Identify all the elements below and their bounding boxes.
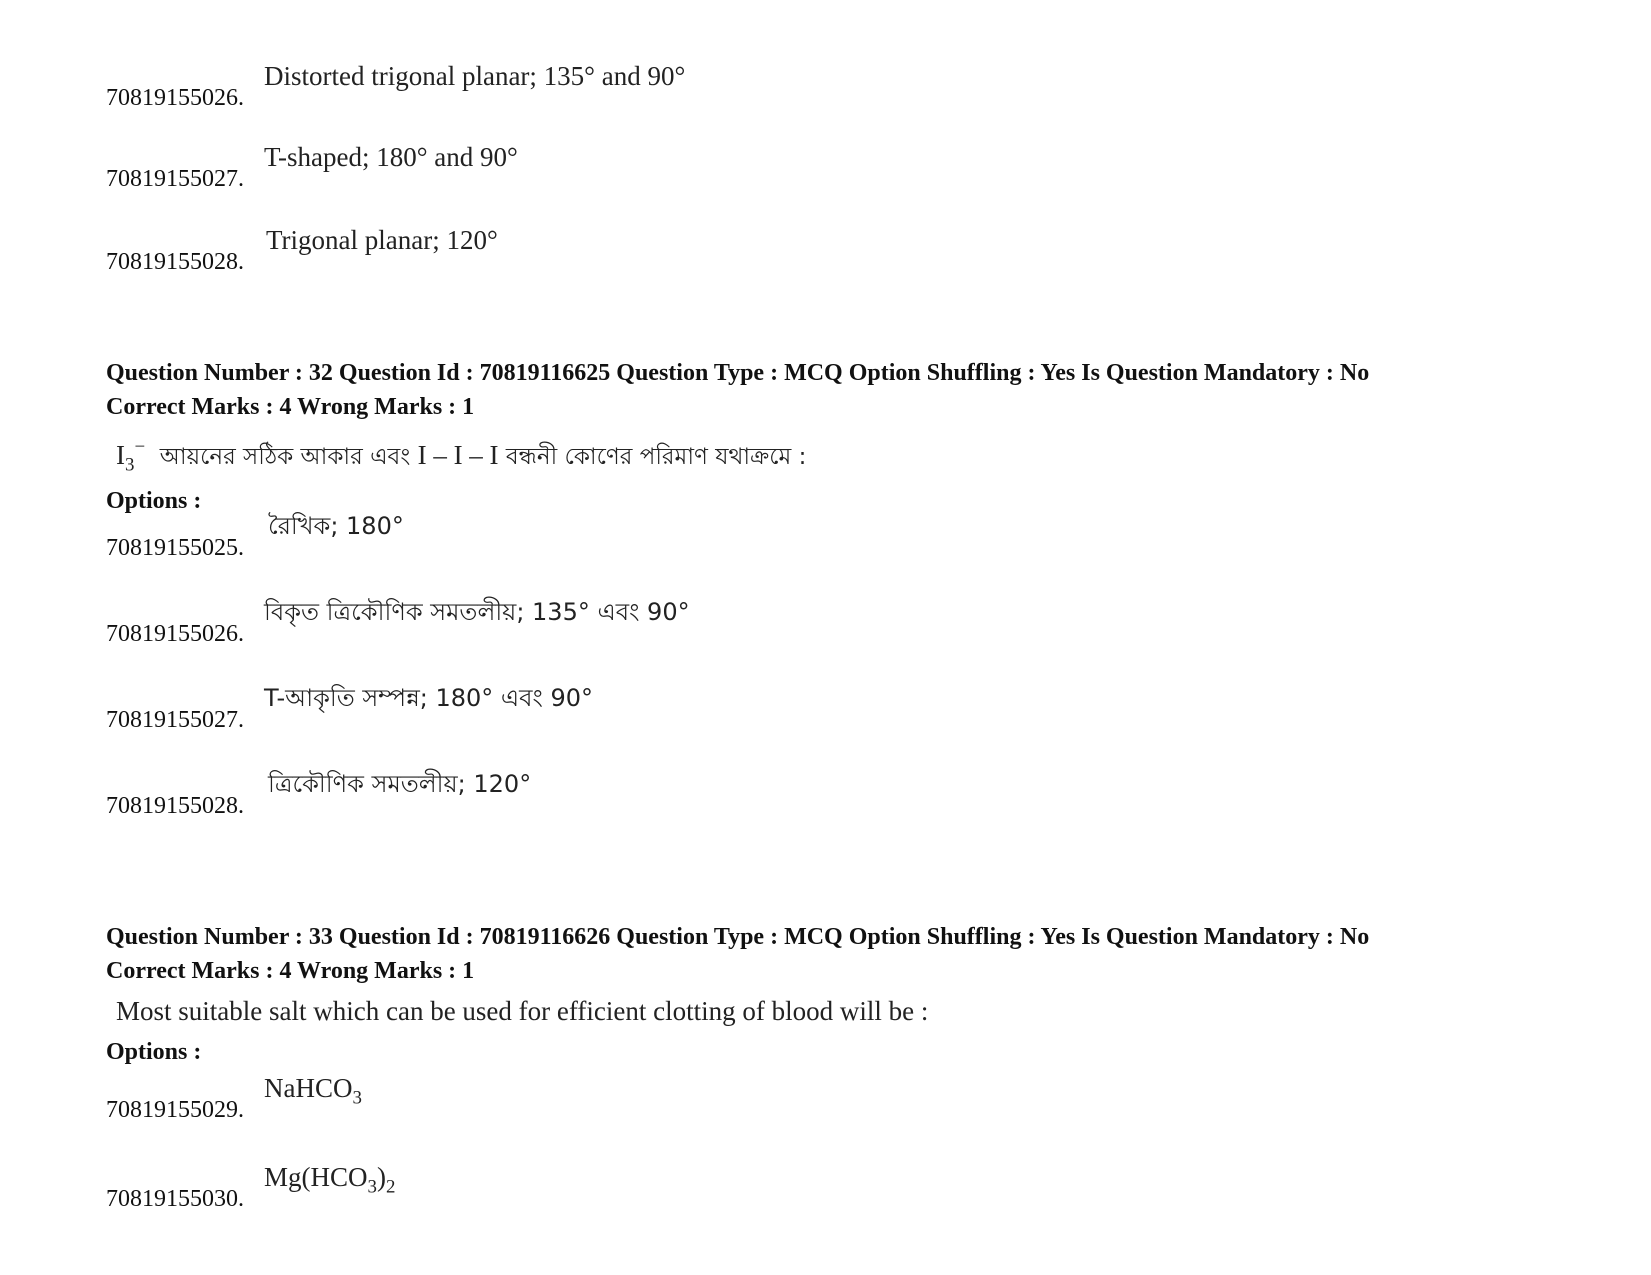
option-text: Trigonal planar; 120° [266, 225, 498, 255]
options-label: Options : [106, 1039, 202, 1065]
option-row [106, 133, 1306, 193]
question-marks-line: Correct Marks : 4 Wrong Marks : 1 [106, 958, 475, 984]
question-text [116, 438, 806, 474]
question-meta-line: Question Number : 32 Question Id : 70819116625 Question Type : MCQ Option Shuffling : Yes Is Question Mandatory : No [106, 360, 1370, 386]
option-row [106, 502, 1306, 562]
ion-formula [116, 436, 146, 476]
option-row [106, 1153, 1306, 1213]
option-id: 70819155026. [106, 621, 244, 647]
option-row [106, 52, 1306, 112]
question-text-part: বন্ধনী কোণের পরিমাণ যথাক্রমে : [505, 444, 807, 470]
option-row [106, 1064, 1306, 1124]
formula-subscript: 3 [125, 454, 135, 476]
option-id: 70819155027. [106, 707, 244, 733]
option-text: ত্রিকৌণিক সমতলীয়; 120° [268, 770, 532, 798]
formula-bracket: ) [376, 1162, 386, 1192]
option-text: T-আকৃতি সম্পন্ন; 180° এবং 90° [264, 684, 594, 712]
formula-subscript: 2 [385, 1176, 396, 1198]
option-id: 70819155028. [106, 249, 244, 275]
formula-subscript: 3 [352, 1087, 362, 1109]
option-id: 70819155025. [106, 535, 244, 561]
formula-base: Mg(HCO [264, 1162, 368, 1192]
question-text-part: আয়নের সঠিক আকার এবং [159, 444, 411, 470]
option-id: 70819155030. [106, 1186, 244, 1212]
question-header [106, 920, 1566, 988]
formula-base: NaHCO [264, 1073, 353, 1103]
options-label: Options : [106, 488, 202, 514]
option-text: Distorted trigonal planar; 135° and 90° [264, 61, 686, 91]
option-text [264, 1161, 396, 1198]
option-row [106, 588, 1306, 648]
formula-superscript: − [134, 436, 146, 458]
option-text: রৈখিক; 180° [268, 512, 404, 540]
formula-subscript: 3 [367, 1176, 377, 1198]
option-text: T-shaped; 180° and 90° [264, 142, 518, 172]
option-id: 70819155028. [106, 793, 244, 819]
option-row [106, 760, 1306, 820]
option-id: 70819155029. [106, 1097, 244, 1123]
formula-base: I [116, 440, 125, 470]
option-text [264, 1072, 362, 1109]
option-row [106, 216, 1306, 276]
option-text: বিকৃত ত্রিকৌণিক সমতলীয়; 135° এবং 90° [264, 598, 690, 626]
question-header [106, 356, 1566, 424]
option-id: 70819155027. [106, 166, 244, 192]
option-id: 70819155026. [106, 85, 244, 111]
option-row [106, 674, 1306, 734]
question-marks-line: Correct Marks : 4 Wrong Marks : 1 [106, 394, 475, 420]
question-meta-line: Question Number : 33 Question Id : 70819116626 Question Type : MCQ Option Shuffling : Yes Is Question Mandatory : No [106, 924, 1370, 950]
bond-formula: I – I – I [417, 440, 499, 470]
question-text: Most suitable salt which can be used for efficient clotting of blood will be : [116, 996, 929, 1026]
